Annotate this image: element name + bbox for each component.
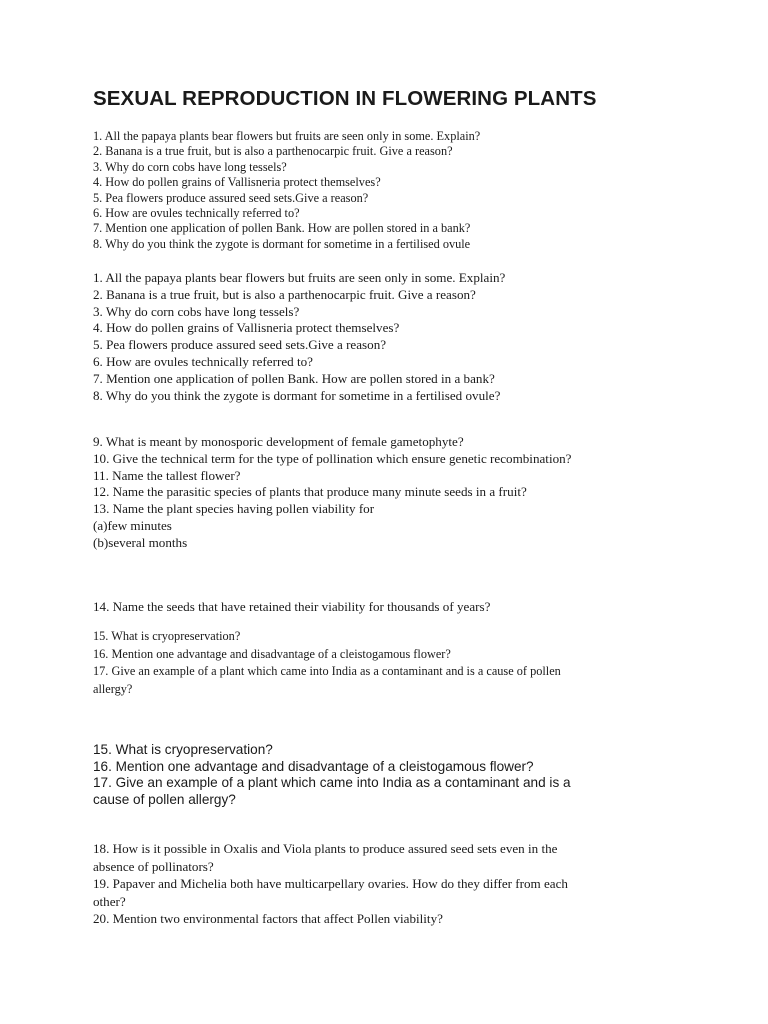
question-item: 13. Name the plant species having pollen viability for [93,501,375,517]
question-item: 2. Banana is a true fruit, but is also a parthenocarpic fruit. Give a reason? [93,286,476,302]
question-item: (a)few minutes [93,517,172,533]
question-item: cause of pollen allergy? [93,791,236,807]
question-item: 3. Why do corn cobs have long tessels? [93,159,287,174]
question-list-1 [93,129,480,252]
question-item: 4. How do pollen grains of Vallisneria protect themselves? [93,175,381,190]
question-item: 8. Why do you think the zygote is dormant for sometime in a fertilised ovule [93,236,471,251]
question-item: 16. Mention one advantage and disadvantage of a cleistogamous flower? [93,758,534,774]
question-item: 15. What is cryopreservation? [93,629,241,643]
question-item: (b)several months [93,534,188,550]
question-list-5 [93,628,561,698]
question-list-4 [93,599,490,616]
question-item: 5. Pea flowers produce assured seed sets.Give a reason? [93,337,387,353]
question-item: other? [93,893,126,909]
question-list-6 [93,742,571,808]
question-item: 11. Name the tallest flower? [93,467,241,483]
question-item: 6. How are ovules technically referred to? [93,353,313,369]
question-list-7 [93,840,568,928]
question-item: 5. Pea flowers produce assured seed sets.Give a reason? [93,190,369,205]
question-item: 10. Give the technical term for the type of pollination which ensure genetic recombination? [93,450,572,466]
question-item: 9. What is meant by monosporic development of female gametophyte? [93,434,464,449]
question-item: 17. Give an example of a plant which came into India as a contaminant and is a [93,775,571,790]
page-title: SEXUAL REPRODUCTION IN FLOWERING PLANTS [93,87,597,110]
question-item: 17. Give an example of a plant which came into India as a contaminant and is a cause of pollen [93,664,561,679]
question-item: 4. How do pollen grains of Vallisneria protect themselves? [93,320,400,336]
question-item: 16. Mention one advantage and disadvantage of a cleistogamous flower? [93,646,451,661]
question-item: 6. How are ovules technically referred to? [93,206,300,221]
question-item: 1. All the papaya plants bear flowers but fruits are seen only in some. Explain? [93,270,506,285]
question-item: 18. How is it possible in Oxalis and Viola plants to produce assured seed sets even in the [93,841,558,856]
question-item: allergy? [93,681,133,696]
question-item: 1. All the papaya plants bear flowers but fruits are seen only in some. Explain? [93,129,481,143]
question-item: 3. Why do corn cobs have long tessels? [93,303,300,319]
question-item: 14. Name the seeds that have retained their viability for thousands of years? [93,599,491,614]
question-item: 12. Name the parasitic species of plants that produce many minute seeds in a fruit? [93,484,527,500]
question-item: 8. Why do you think the zygote is dormant for sometime in a fertilised ovule? [93,387,501,403]
question-item: 15. What is cryopreservation? [93,742,273,757]
question-list-3 [93,434,572,552]
question-item: 19. Papaver and Michelia both have multicarpellary ovaries. How do they differ from each [93,876,568,892]
question-item: 7. Mention one application of pollen Bank. How are pollen stored in a bank? [93,221,471,236]
question-item: 2. Banana is a true fruit, but is also a parthenocarpic fruit. Give a reason? [93,144,453,159]
question-list-2 [93,270,505,404]
question-item: absence of pollinators? [93,858,214,874]
question-item: 7. Mention one application of pollen Bank. How are pollen stored in a bank? [93,370,495,386]
question-item: 20. Mention two environmental factors that affect Pollen viability? [93,911,443,927]
